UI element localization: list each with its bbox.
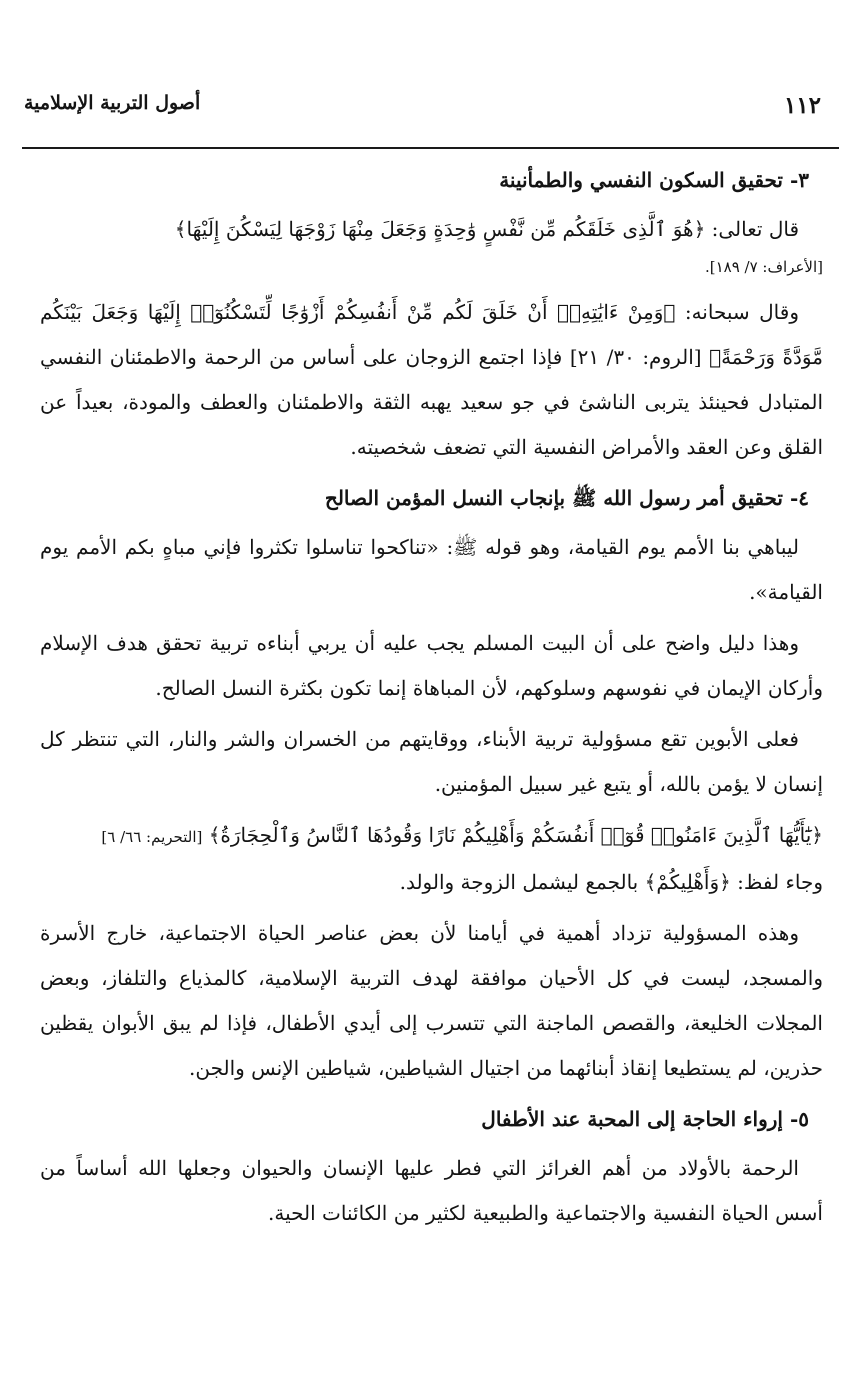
paragraph-verse-araf	[40, 207, 823, 252]
verse-reference: [الأعراف: ٧/ ١٨٩].	[704, 258, 823, 276]
header-divider	[22, 147, 839, 149]
paragraph-verse-rum: وقال سبحانه: ﴿وَمِنْ ءَايَٰتِهِۦٓ أَنْ خَلَقَ لَكُم مِّنْ أَنفُسِكُمْ أَزْوَٰجًا لِّتَسْكُنُوٓا۟ إِلَيْهَا وَجَعَلَ بَيْنَكُم مَّوَدَّةً وَرَحْمَةً﴾ [الروم: ٣٠/ ٢١] فإذا اجتمع الزوجان على أساس من الرحمة والاطمئنان النفسي المتبادل فحينئذ يتربى الناشئ في جو سعيد يهبه الثقة والاطمئنان والعطف والمودة، بعيداً عن القلق وعن العقد والأمراض النفسية التي تضعف شخصيته.	[40, 300, 823, 459]
section-heading-4: ٤- تحقيق أمر رسول الله ﷺ بإنجاب النسل المؤمن الصالح	[324, 486, 809, 510]
paragraph-modern-influences: وهذه المسؤولية تزداد أهمية في أيامنا لأن بعض عناصر الحياة الاجتماعية، خارج الأسرة والمسجد، ليست في كل الأحيان موافقة لهدف التربية الإسلامية، كالمذياع والتلفاز، وبعض المجلات الخليعة، والقصص الماجنة التي تتسرب إلى أيدي الأطفال، فإذا لم يبق الأبوان يقظين حذرين، لم يستطيعا إنقاذ أبنائهما من اجتيال الشياطين، شياطين الإنس والجن.	[40, 921, 823, 1080]
paragraph-mercy: الرحمة بالأولاد من أهم الغرائز التي فطر عليها الإنسان والحيوان وجعلها الله أساساً من أسس الحياة النفسية والاجتماعية والطبيعية لكثير من الكائنات الحية.	[40, 1156, 823, 1225]
paragraph-evidence: وهذا دليل واضح على أن البيت المسلم يجب عليه أن يربي أبناءه تربية تحقق هدف الإسلام وأركان الإيمان في نفوسهم وسلوكهم، لأن المباهاة إنما تكون بكثرة النسل الصالح.	[40, 631, 823, 700]
running-header	[24, 88, 821, 124]
verse-reference: [التحريم: ٦٦/ ٦]	[101, 828, 203, 846]
page-number: ١١٢	[783, 92, 821, 119]
verse-text: ﴿يَٰٓأَيُّهَا ٱلَّذِينَ ءَامَنُوا۟ قُوٓا۟ أَنفُسَكُمْ وَأَهْلِيكُمْ نَارًا وَقُودُهَا ٱلنَّاسُ وَٱلْحِجَارَةُ﴾	[208, 823, 823, 847]
verse-reference-araf	[40, 252, 823, 282]
paragraph-word-note: وجاء لفظ: ﴿وَأَهْلِيكُمْ﴾ بالجمع ليشمل الزوجة والولد.	[399, 870, 823, 894]
section-heading-5: ٥- إرواء الحاجة إلى المحبة عند الأطفال	[481, 1107, 809, 1131]
paragraph-verse-tahrim	[40, 813, 823, 860]
book-title: أصول التربية الإسلامية	[24, 92, 201, 114]
section-heading-3: ٣- تحقيق السكون النفسي والطمأنينة	[499, 168, 809, 192]
paragraph-responsibility: فعلى الأبوين تقع مسؤولية تربية الأبناء، ووقايتهم من الخسران والشر والنار، التي تنتظر كل إنسان لا يؤمن بالله، أو يتبع غير سبيل المؤمنين.	[40, 727, 823, 796]
page-body	[40, 158, 823, 1242]
verse-text: قال تعالى: ﴿هُوَ ٱلَّذِى خَلَقَكُم مِّن نَّفْسٍ وَٰحِدَةٍ وَجَعَلَ مِنْهَا زَوْجَهَا لِيَسْكُنَ إِلَيْهَا﴾	[174, 217, 799, 241]
paragraph-hadith: ليباهي بنا الأمم يوم القيامة، وهو قوله ﷺ: «تناكحوا تناسلوا تكثروا فإني مباهٍ بكم الأمم يوم القيامة».	[40, 535, 823, 604]
